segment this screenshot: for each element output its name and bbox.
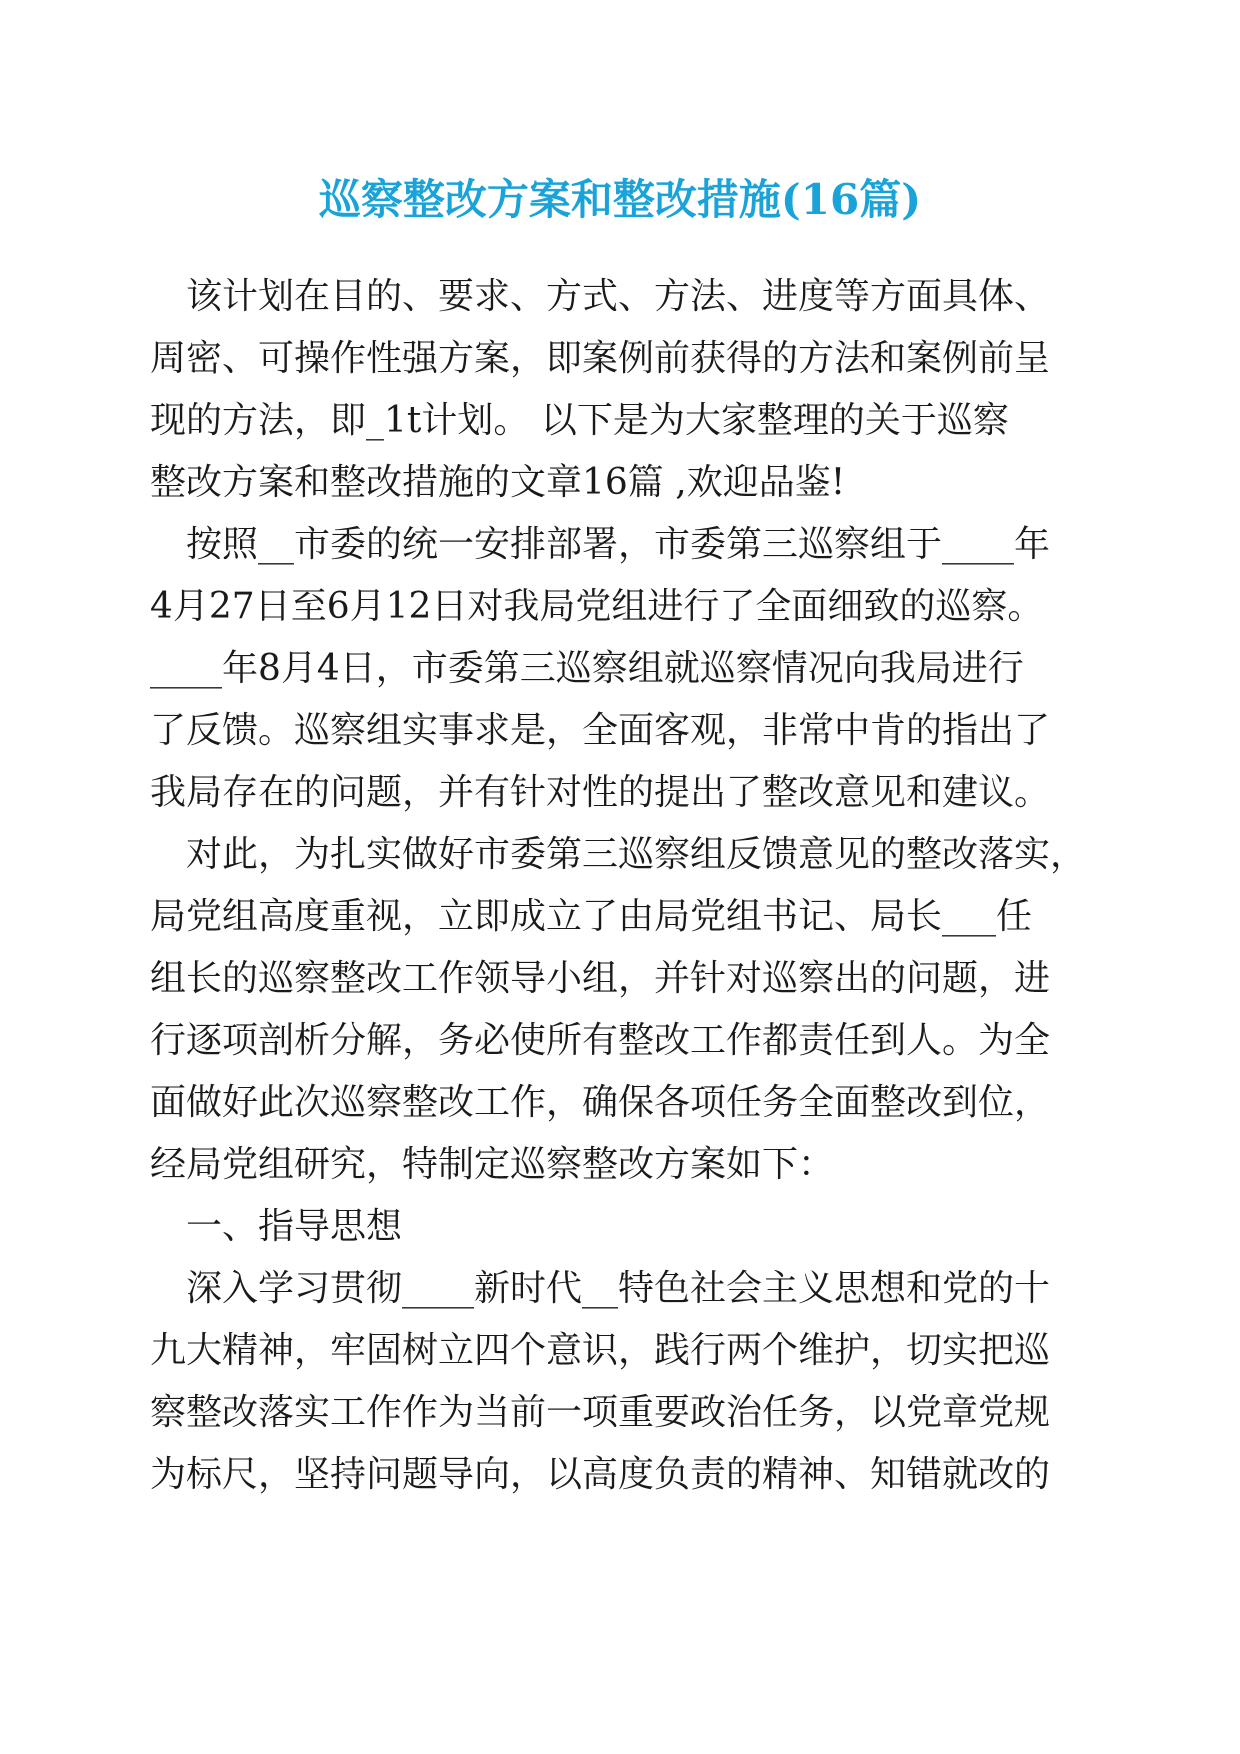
- text-line: 该计划在目的、要求、方式、方法、进度等方面具体、: [150, 276, 1051, 317]
- text-line: 九大精神，牢固树立四个意识，践行两个维护，切实把巡: [150, 1330, 1051, 1371]
- text-line: 经局党组研究，特制定巡察整改方案如下：: [150, 1144, 835, 1185]
- text-line: 按照__市委的统一安排部署，市委第三巡察组于____年: [150, 524, 1051, 565]
- section-heading: 一、指导思想: [150, 1206, 403, 1247]
- text-line: 组长的巡察整改工作领导小组，并针对巡察出的问题，进: [150, 958, 1051, 999]
- text-line: 4月27日至6月12日对我局党组进行了全面细致的巡察。: [150, 586, 1044, 627]
- text-line: 对此，为扎实做好市委第三巡察组反馈意见的整改落实，: [150, 834, 1087, 875]
- text-line: 现的方法，即_1t计划。 以下是为大家整理的关于巡察: [150, 400, 1009, 441]
- document-title: 巡察整改方案和整改措施(16篇): [318, 175, 922, 224]
- text-line: 周密、可操作性强方案，即案例前获得的方法和案例前呈: [150, 338, 1051, 379]
- text-line: 了反馈。巡察组实事求是，全面客观，非常中肯的指出了: [150, 710, 1051, 751]
- text-line: ____年8月4日，市委第三巡察组就巡察情况向我局进行: [150, 648, 1024, 689]
- text-line: 察整改落实工作作为当前一项重要政治任务，以党章党规: [150, 1392, 1051, 1433]
- text-line: 行逐项剖析分解，务必使所有整改工作都责任到人。为全: [150, 1020, 1051, 1061]
- text-line: 为标尺，坚持问题导向，以高度负责的精神、知错就改的: [150, 1454, 1051, 1495]
- text-line: 局党组高度重视，立即成立了由局党组书记、局长___任: [150, 896, 1033, 937]
- document-body: [150, 266, 1130, 1506]
- text-line: 我局存在的问题，并有针对性的提出了整改意见和建议。: [150, 772, 1051, 813]
- text-line: 深入学习贯彻____新时代__特色社会主义思想和党的十: [150, 1268, 1051, 1309]
- text-line: 面做好此次巡察整改工作，确保各项任务全面整改到位，: [150, 1082, 1051, 1123]
- text-line: 整改方案和整改措施的文章16篇 ,欢迎品鉴!: [150, 462, 846, 503]
